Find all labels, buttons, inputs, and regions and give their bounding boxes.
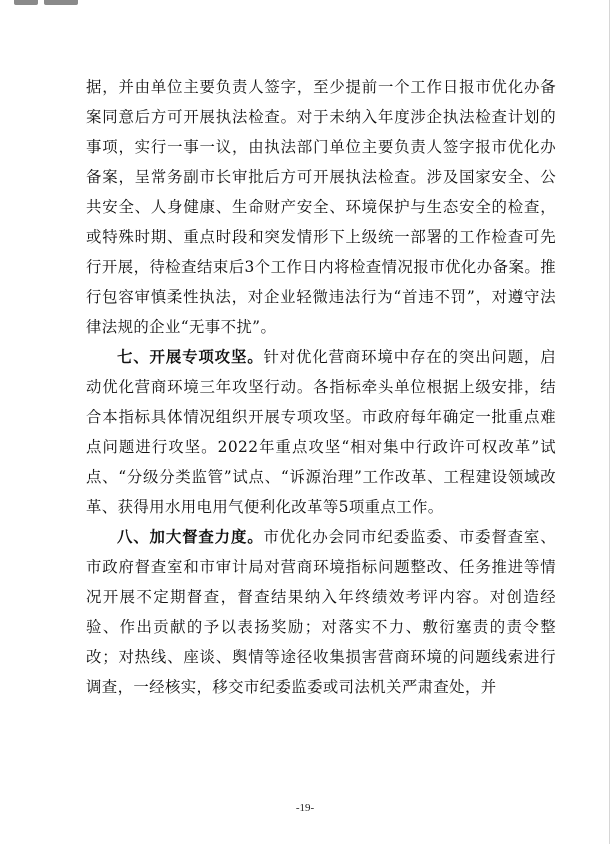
section-7-body: 针对优化营商环境中存在的突出问题，启动优化营商环境三年攻坚行动。各指标牵头单位根据上级安排，结合本指标具体情况组织开展专项攻坚。市政府每年确定一批重点难点问题进行攻坚。2022年重点攻坚“相对集中行政许可权改革”试点、“分级分类监管”试点、“诉源治理”工作改革、工程建设领域改革、获得用水用电用气便利化改革等5项重点工作。 xyxy=(86,348,556,516)
section-8-paragraph xyxy=(86,522,556,702)
section-7-heading: 七、开展专项攻坚。 xyxy=(117,348,264,366)
section-8-body: 市优化办会同市纪委监委、市委督查室、市政府督查室和市审计局对营商环境指标问题整改、任务推进等情况开展不定期督查，督查结果纳入年终绩效考评内容。对创造经验、作出贡献的予以表扬奖励；对落实不力、敷衍塞责的责令整改；对热线、座谈、舆情等途径收集损害营商环境的问题线索进行调查，一经核实，移交市纪委监委或司法机关严肃查处，并 xyxy=(86,528,556,696)
scan-edge-mark xyxy=(44,0,78,5)
document-body xyxy=(86,72,556,702)
scan-edge-mark xyxy=(14,0,38,5)
paragraph-continuation: 据，并由单位主要负责人签字，至少提前一个工作日报市优化办备案同意后方可开展执法检查。对于未纳入年度涉企执法检查计划的事项，实行一事一议，由执法部门单位主要负责人签字报市优化办备案，呈常务副市长审批后方可开展执法检查。涉及国家安全、公共安全、人身健康、生命财产安全、环境保护与生态安全的检查，或特殊时期、重点时段和突发情形下上级统一部署的工作检查可先行开展，待检查结束后3个工作日内将检查情况报市优化办备案。推行包容审慎柔性执法，对企业轻微违法行为“首违不罚”，对遵守法律法规的企业“无事不扰”。 xyxy=(86,78,556,336)
section-7-paragraph xyxy=(86,342,556,522)
page-number: -19- xyxy=(295,802,315,814)
section-8-heading: 八、加大督查力度。 xyxy=(117,528,264,546)
